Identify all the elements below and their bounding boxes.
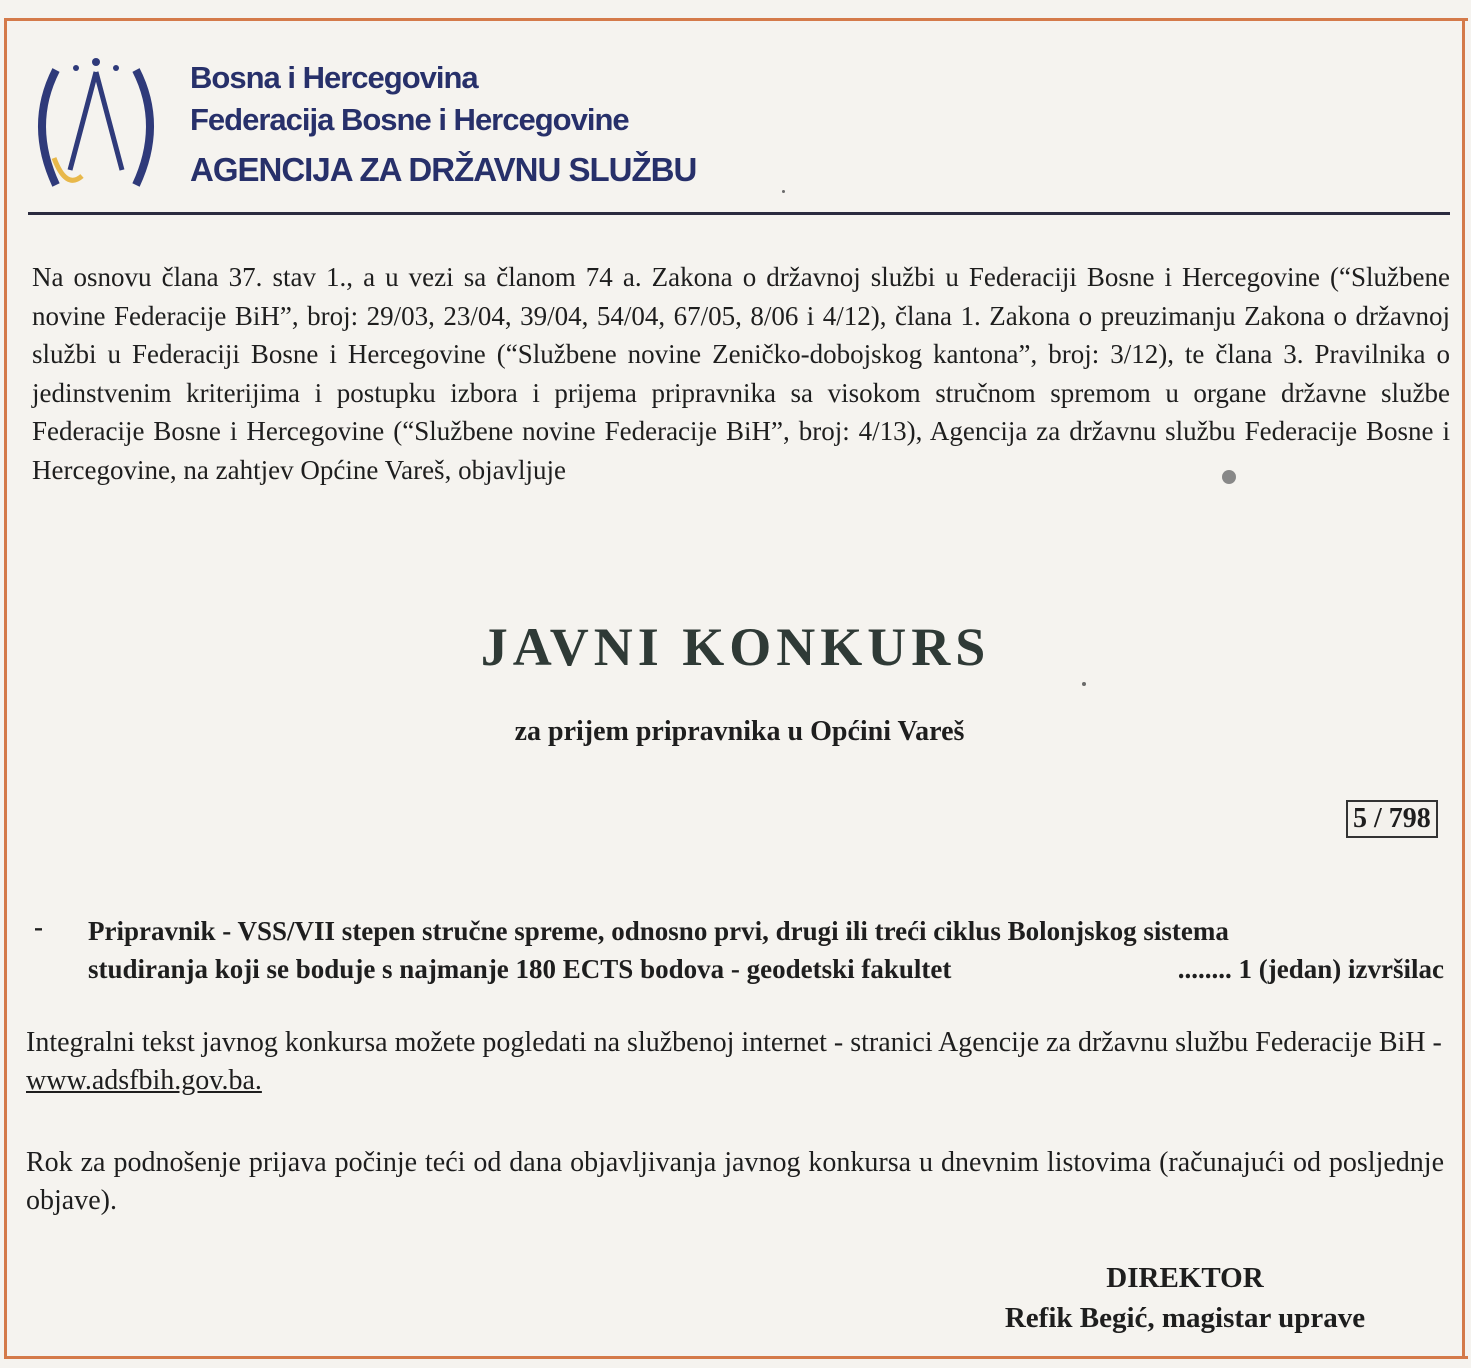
- print-speck: [1082, 682, 1086, 686]
- position-line-2: [88, 950, 1444, 988]
- notice-subtitle: za prijem pripravnika u Općini Vareš: [514, 716, 965, 747]
- position-requirement: studiranja koji se boduje s najmanje 180 ECTS bodova - geodetski fakultet: [88, 954, 952, 984]
- signature-role: DIREKTOR: [1106, 1262, 1264, 1294]
- frame-top-border: [4, 18, 1468, 21]
- header-federation: Federacija Bosne i Hercegovine: [190, 102, 629, 137]
- position-description: [88, 912, 1444, 988]
- reference-number: 5 / 798: [1346, 800, 1438, 838]
- print-smudge: [1222, 470, 1236, 484]
- integral-text-body: Integralni tekst javnog konkursa možete pogledati na službenoj internet - stranici Agencije za državnu službu Federacije BiH -: [26, 1027, 1442, 1058]
- header-divider: [28, 212, 1450, 215]
- header-country: Bosna i Hercegovina: [190, 60, 478, 95]
- header-agency: AGENCIJA ZA DRŽAVNU SLUŽBU: [190, 151, 697, 188]
- agency-website-link[interactable]: www.adsfbih.gov.ba.: [26, 1065, 262, 1096]
- position-count: ........ 1 (jedan) izvršilac: [1177, 954, 1444, 984]
- signature-block: [960, 1258, 1410, 1338]
- frame-left-border: [4, 18, 7, 1358]
- integral-text-paragraph: [26, 1024, 1444, 1100]
- position-line-1: Pripravnik - VSS/VII stepen stručne spreme, odnosno prvi, drugi ili treći ciklus Bolonjskog sistema: [88, 916, 1229, 946]
- print-speck: [782, 190, 785, 193]
- agency-header: [190, 58, 696, 194]
- signature-name: Refik Begić, magistar uprave: [1004, 1302, 1366, 1334]
- notice-title: JAVNI KONKURS: [480, 617, 991, 677]
- agency-logo-icon: [26, 50, 166, 200]
- frame-right-border: [1462, 18, 1465, 1358]
- intro-paragraph: Na osnovu člana 37. stav 1., a u vezi sa članom 74 a. Zakona o državnoj službi u Federaciji Bosne i Hercegovine (“Službene novine Federacije BiH”, broj: 29/03, 23/04, 39/04, 54/04, 67/05, 8/06 i 4/12), člana 1. Zakona o preuzimanju Zakona o državnoj službi u Federaciji Bosne i Hercegovine (“Službene novine Zeničko-dobojskog kantona”, broj: 3/12), te člana 3. Pravilnika o jedinstvenim kriterijima i postupku izbora i prijema pripravnika sa visokom stručnom spremom u organe državne službe Federacije Bosne i Hercegovine (“Službene novine Federacije BiH”, broj: 4/13), Agencija za državnu službu Federacije Bosne i Hercegovine, na zahtjev Općine Vareš, objavljuje: [32, 262, 1450, 485]
- position-bullet: -: [34, 912, 43, 942]
- deadline-paragraph: Rok za podnošenje prijava počinje teći od dana objavljivanja javnog konkursa u dnevnim listovima (računajući od posljednje objave).: [26, 1147, 1444, 1216]
- frame-bottom-border: [4, 1356, 1468, 1359]
